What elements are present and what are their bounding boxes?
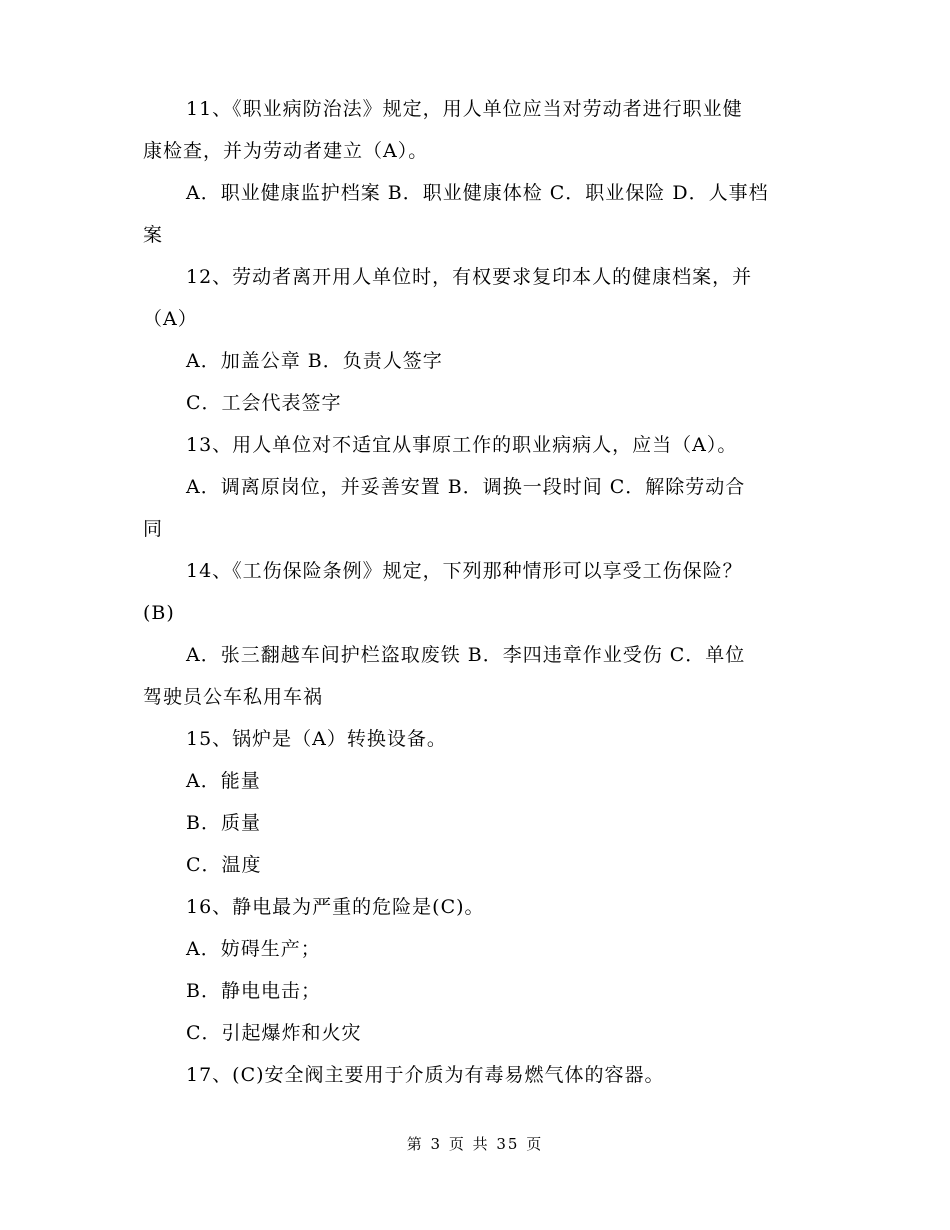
text-line: 13、用人单位对不适宜从事原工作的职业病病人，应当（A）。 [186,434,738,456]
text-line: C．温度 [186,854,262,876]
text-line: 11、《职业病防治法》规定，用人单位应当对劳动者进行职业健 [186,98,743,120]
text-line: 15、锅炉是（A）转换设备。 [186,728,447,750]
text-line: （A） [143,308,198,330]
text-line: A．加盖公章 B．负责人签字 [186,350,443,372]
text-line: A．职业健康监护档案 B．职业健康体检 C．职业保险 D．人事档 [186,182,769,204]
text-line: A．张三翻越车间护栏盗取废铁 B．李四违章作业受伤 C．单位 [186,644,746,666]
page-number-footer: 第 3 页 共 35 页 [406,1135,544,1153]
text-line: B．静电电击； [186,980,321,1002]
text-line: 16、静电最为严重的危险是(C)。 [186,896,485,918]
text-line: B．质量 [186,812,261,834]
text-line: (B) [143,602,175,624]
text-line: C．工会代表签字 [186,392,342,414]
text-line: 康检查，并为劳动者建立（A）。 [143,140,429,162]
text-line: 同 [143,518,164,540]
text-line: 17、(C)安全阀主要用于介质为有毒易燃气体的容器。 [186,1064,665,1086]
text-line: A．调离原岗位，并妥善安置 B．调换一段时间 C．解除劳动合 [186,476,746,498]
text-line: 案 [143,224,164,246]
text-line: C．引起爆炸和火灾 [186,1022,362,1044]
text-line: A．妨碍生产； [186,938,321,960]
text-line: 12、劳动者离开用人单位时，有权要求复印本人的健康档案，并 [186,266,753,288]
text-line: 14、《工伤保险条例》规定，下列那种情形可以享受工伤保险？ [186,560,743,582]
text-line: 驾驶员公车私用车祸 [143,686,324,708]
document-body [143,88,813,1096]
text-line: A．能量 [186,770,261,792]
